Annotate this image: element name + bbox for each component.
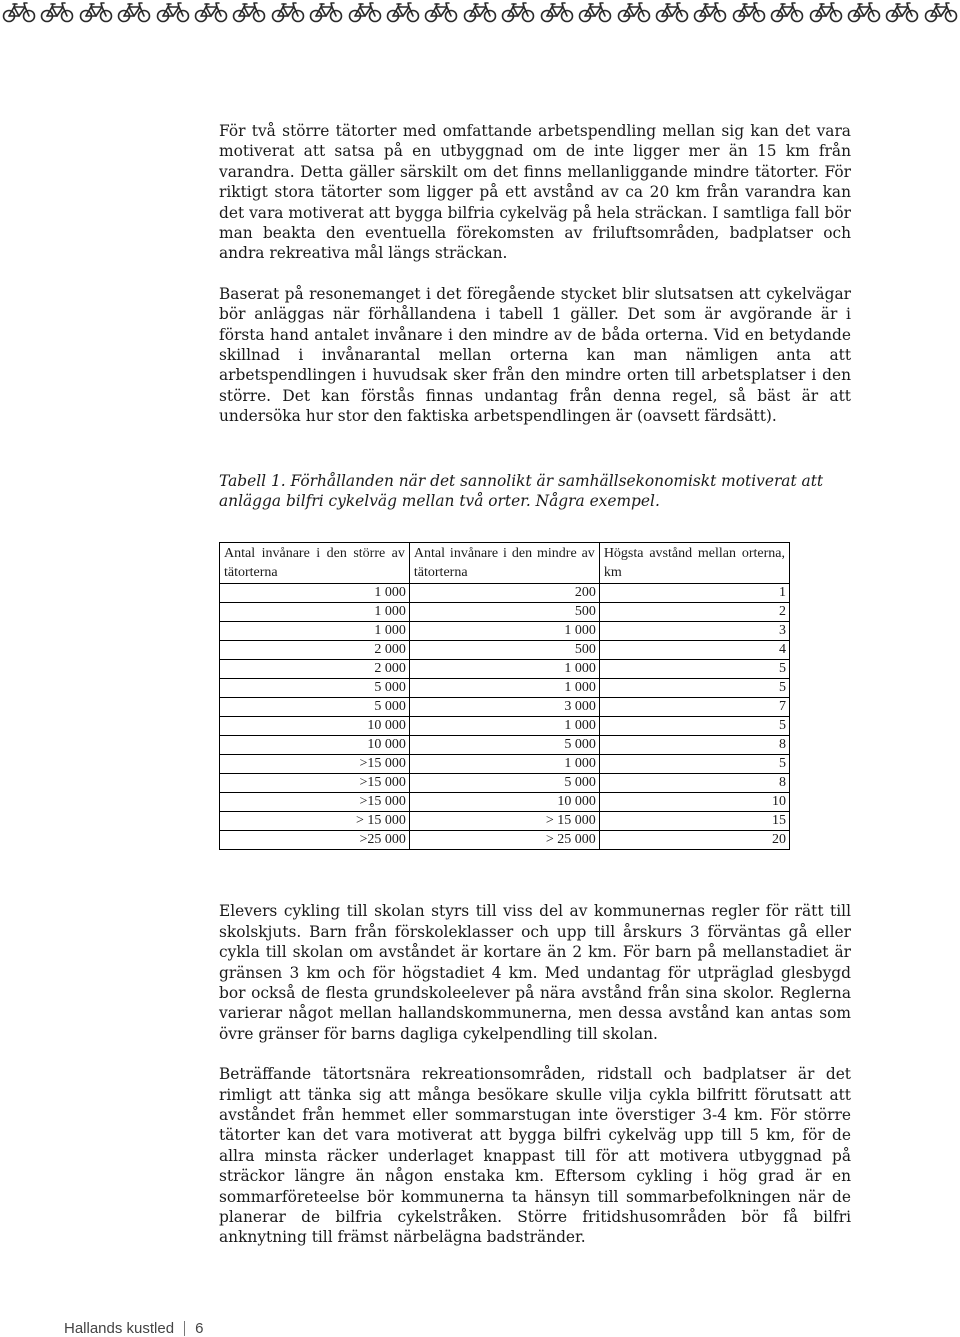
bicycle-icon [463, 0, 497, 26]
table-body [220, 584, 790, 850]
cell-smaller-town: 1 000 [409, 717, 599, 736]
paragraph-1: För två större tätorter med omfattande arbetspendling mellan sig kan det vara motiverat att satsa på en utbyggnad om de inte ligger mer än 15 km från varandra. Detta gäller särskilt om det finns mellanliggande mindre tätorter. För riktigt stora tätorter som ligger på ett avstånd av ca 20 km från varandra kan det vara motiverat att bygga bilfria cykelväg på hela sträckan. I samtliga fall bör man beakta den eventuella förekomsten av friluftsområden, badplatser och andra rekreativa mål längs sträckan. [219, 122, 851, 263]
header-larger-town: Antal invånare i den större av tätorterna [220, 543, 410, 584]
bicycle-icon [117, 0, 151, 26]
bicycle-icon [885, 0, 919, 26]
cell-larger-town: 5 000 [220, 679, 410, 698]
table-row [220, 660, 790, 679]
cell-smaller-town: 5 000 [409, 736, 599, 755]
bicycle-icon [40, 0, 74, 26]
table-row [220, 603, 790, 622]
bicycle-icon [617, 0, 651, 26]
bicycle-icon [809, 0, 843, 26]
cell-larger-town: 10 000 [220, 717, 410, 736]
page-number: 6 [195, 1320, 204, 1337]
cell-smaller-town: > 25 000 [409, 831, 599, 850]
cell-larger-town: 1 000 [220, 603, 410, 622]
bicycle-icon [924, 0, 958, 26]
cell-smaller-town: 5 000 [409, 774, 599, 793]
cell-max-distance: 4 [599, 641, 789, 660]
cell-larger-town: 2 000 [220, 641, 410, 660]
cell-max-distance: 10 [599, 793, 789, 812]
cell-max-distance: 5 [599, 660, 789, 679]
table-header-row [220, 543, 790, 584]
bicycle-icon [501, 0, 535, 26]
cell-max-distance: 3 [599, 622, 789, 641]
cell-larger-town: >25 000 [220, 831, 410, 850]
cell-larger-town: > 15 000 [220, 812, 410, 831]
paragraph-4: Beträffande tätortsnära rekreationsområden, ridstall och badplatser är det rimligt att tänka sig att många besökare skulle vilja cykla bilfritt förutsatt att avståndet från hemmet eller sommarstugan inte överstiger 3-4 km. För större tätorter kan det vara motiverat att bygga bilfri cykelväg upp till 5 km, för de allra minsta räcker underlaget knappast till för att motivera utbyggnad på sträckor längre än någon enstaka km. Eftersom cykling i hög grad är en sommarföreteelse bör kommunerna ta hänsyn till sommarbefolkningen när de planerar de bilfria cykelstråken. Större fritidshusområden bör få bilfri anknytning till främst närbelägna badstränder. [219, 1065, 851, 1247]
cell-smaller-town: > 15 000 [409, 812, 599, 831]
cell-max-distance: 5 [599, 755, 789, 774]
cell-smaller-town: 200 [409, 584, 599, 603]
cell-smaller-town: 1 000 [409, 622, 599, 641]
cell-max-distance: 8 [599, 774, 789, 793]
table-row [220, 698, 790, 717]
bicycle-icon [655, 0, 689, 26]
bicycle-icon [693, 0, 727, 26]
cell-smaller-town: 3 000 [409, 698, 599, 717]
table-row [220, 755, 790, 774]
table-row [220, 736, 790, 755]
table-row [220, 812, 790, 831]
cell-larger-town: 10 000 [220, 736, 410, 755]
cell-smaller-town: 500 [409, 641, 599, 660]
bicycle-icon [386, 0, 420, 26]
bicycle-icon [540, 0, 574, 26]
bicycle-icon [156, 0, 190, 26]
table-row [220, 717, 790, 736]
cell-larger-town: >15 000 [220, 755, 410, 774]
page-footer [64, 1320, 203, 1337]
bicycle-icon [194, 0, 228, 26]
cell-larger-town: 5 000 [220, 698, 410, 717]
bicycle-icon [271, 0, 305, 26]
cell-smaller-town: 10 000 [409, 793, 599, 812]
bicycle-icon [578, 0, 612, 26]
cell-max-distance: 1 [599, 584, 789, 603]
distance-table [219, 542, 790, 850]
cell-larger-town: 1 000 [220, 584, 410, 603]
bicycle-icon [348, 0, 382, 26]
cell-max-distance: 15 [599, 812, 789, 831]
header-max-distance: Högsta avstånd mellan orterna, km [599, 543, 789, 584]
paragraph-3: Elevers cykling till skolan styrs till viss del av kommunernas regler för rätt till skolskjuts. Barn från förskoleklasser och upp till årskurs 3 förväntas gå eller cykla till skolan om avståndet är kortare än 2 km. För barn på mellanstadiet är gränsen 3 km och för högstadiet 4 km. Med undantag för utpräglad glesbygd bor också de flesta grundskoleelever på nära avstånd från sina skolor. Reglerna varierar något mellan hallandskommunerna, men dessa avstånd kan antas som övre gränser för barns dagliga cykelpendling till skolan. [219, 902, 851, 1043]
bicycle-icon [232, 0, 266, 26]
cell-smaller-town: 1 000 [409, 755, 599, 774]
cell-max-distance: 2 [599, 603, 789, 622]
cell-larger-town: >15 000 [220, 774, 410, 793]
table-row [220, 584, 790, 603]
cell-max-distance: 5 [599, 679, 789, 698]
cell-max-distance: 5 [599, 717, 789, 736]
cell-smaller-town: 1 000 [409, 660, 599, 679]
paragraph-2: Baserat på resonemanget i det föregående stycket blir slutsatsen att cykelvägar bör anläggas när förhållandena i tabell 1 gäller. Det som är avgörande är i första hand antalet invånare i den mindre av de båda orterna. Vid en betydande skillnad i invånarantal mellan orterna kan man nämligen anta att arbetspendlingen i huvudsak sker från den mindre orten till arbetsplatser i den större. Det kan förstås finnas undantag från denna regel, så bäst är att undersöka hur stor den faktiska arbetspendlingen är (oavsett färdsätt). [219, 284, 851, 426]
bicycle-icon [2, 0, 36, 26]
bicycle-icon [309, 0, 343, 26]
table-row [220, 831, 790, 850]
bicycle-icon [79, 0, 113, 26]
bicycle-icon [424, 0, 458, 26]
table-row [220, 793, 790, 812]
cell-smaller-town: 500 [409, 603, 599, 622]
cell-larger-town: >15 000 [220, 793, 410, 812]
cell-max-distance: 20 [599, 831, 789, 850]
footer-divider [184, 1321, 185, 1336]
bicycle-icon [847, 0, 881, 26]
bicycle-icon [770, 0, 804, 26]
cell-larger-town: 1 000 [220, 622, 410, 641]
cell-max-distance: 8 [599, 736, 789, 755]
bicycle-icon-row [0, 0, 960, 26]
table-row [220, 774, 790, 793]
publication-name: Hallands kustled [64, 1320, 175, 1337]
cell-smaller-town: 1 000 [409, 679, 599, 698]
bicycle-icon [732, 0, 766, 26]
cell-max-distance: 7 [599, 698, 789, 717]
table-row [220, 622, 790, 641]
page-content [219, 121, 851, 1248]
table-row [220, 641, 790, 660]
header-smaller-town: Antal invånare i den mindre av tätorterna [409, 543, 599, 584]
table-caption: Tabell 1. Förhållanden när det sannolikt är samhällsekonomiskt motiverat att anlägga bilfri cykelväg mellan två orter. Några exempel. [219, 471, 824, 511]
cell-larger-town: 2 000 [220, 660, 410, 679]
table-row [220, 679, 790, 698]
